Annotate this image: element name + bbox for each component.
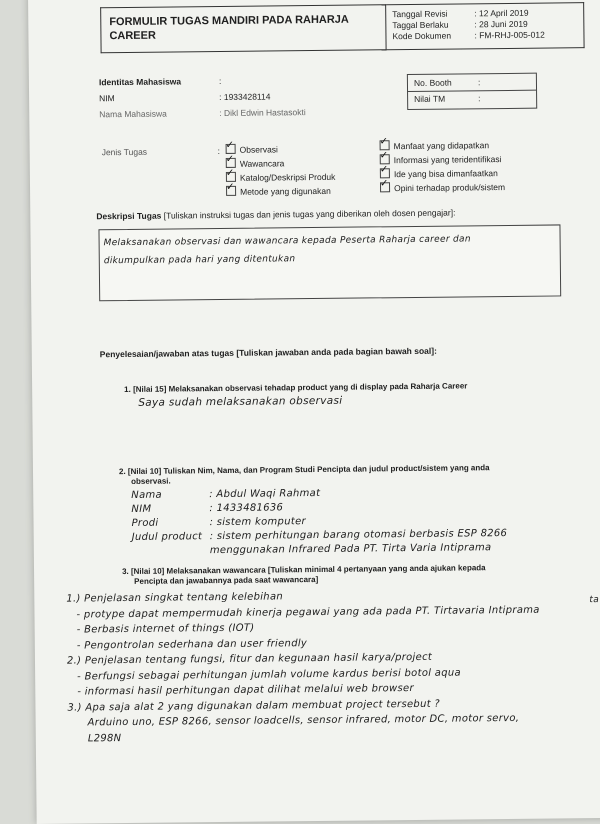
answer-3-line: 3.) Apa saja alat 2 yang digunakan dalam membuat project tersebut ?: [67, 698, 441, 714]
booth-label: No. Booth: [413, 77, 452, 88]
nama-label: Nama Mahasiswa: [99, 108, 167, 120]
answer-2-extra: menggunakan Infrared Pada PT. Tirta Varia Intiprama: [209, 542, 492, 557]
jenis-tugas-colon: :: [217, 145, 221, 157]
answer-3-line: - Pengontrolan sederhana dan user friendly: [76, 637, 308, 652]
checkbox-manfaat[interactable]: ✓Manfaat yang didapatkan: [380, 139, 505, 154]
identity-colon: :: [218, 75, 222, 87]
answer-2-row: Judul product : sistem perhitungan barang otomasi berbasis ESP 8266: [131, 528, 508, 543]
checkbox-icon[interactable]: [226, 172, 236, 182]
checkbox-informasi[interactable]: ✓Informasi yang teridentifikasi: [380, 153, 505, 168]
booth-divider: [408, 90, 536, 92]
answer-3-block: [66, 587, 541, 747]
checkbox-wawancara[interactable]: ✓Wawancara: [226, 157, 336, 172]
answer-3-line: Arduino uno, ESP 8266, sensor loadcells, sensor infrared, motor DC, motor servo,: [87, 712, 520, 729]
nama-value: : Dikl Edwin Hastasokti: [219, 107, 306, 119]
answer-2-row: Nama : Abdul Waqi Rahmat: [131, 487, 321, 501]
question-3-line-2: Pencipta dan jawabannya pada saat wawancara]: [134, 574, 319, 586]
meta-effective: Taggal Berlaku : 28 Juni 2019: [392, 18, 528, 31]
nilai-label: Nilai TM: [414, 93, 446, 104]
question-1: 1. [Nilai 15] Melaksanakan observasi tehadap product yang di display pada Raharja Career: [124, 381, 468, 395]
margin-note: ta: [589, 595, 600, 606]
nim-value: : 1933428114: [219, 91, 271, 103]
answer-2-table: [131, 485, 507, 559]
deskripsi-line-1: Melaksanakan observasi dan wawancara kepada Peserta Raharja career dan: [103, 234, 471, 249]
deskripsi-heading: Deskripsi Tugas [Tuliskan instruksi tugas dan jenis tugas yang diberikan oleh dosen pengajar]:: [96, 207, 456, 222]
nim-label: NIM: [99, 93, 115, 104]
checkbox-icon[interactable]: [380, 154, 390, 164]
answer-2-row: Prodi : sistem komputer: [131, 516, 306, 529]
deskripsi-line-2: dikumpulkan pada hari yang ditentukan: [103, 254, 296, 267]
answer-3-line: - informasi hasil perhitungan dapat dilihat melalui web browser: [77, 682, 414, 698]
identity-heading: Identitas Mahasiswa: [98, 76, 182, 88]
booth-box: [407, 73, 537, 110]
form-header: [100, 2, 584, 53]
answer-3-line: - Berbasis internet of things (IOT): [76, 622, 255, 636]
jenis-tugas-left-column: [226, 143, 336, 200]
answer-2-row: NIM : 1433481636: [131, 502, 284, 515]
meta-code: Kode Dokumen : FM-RHJ-005-012: [392, 29, 545, 42]
checkbox-metode[interactable]: ✓Metode yang digunakan: [226, 185, 336, 200]
checkbox-icon[interactable]: [226, 186, 236, 196]
checkbox-observasi[interactable]: ✓ Observasi: [226, 143, 336, 158]
form-title: FORMULIR TUGAS MANDIRI PADA RAHARJA CAREER: [101, 5, 386, 52]
booth-value: :: [477, 77, 481, 88]
checkbox-katalog[interactable]: ✓Katalog/Deskripsi Produk: [226, 171, 336, 186]
form-page: [28, 0, 600, 824]
answer-1: Saya sudah melaksanakan observasi: [138, 394, 343, 409]
meta-revision: Tanggal Revisi : 12 April 2019: [392, 7, 529, 20]
question-2-line-1: 2. [Nilai 10] Tuliskan Nim, Nama, dan Program Studi Pencipta dan judul product/sistem yang anda: [118, 463, 490, 477]
document-meta: [386, 3, 584, 50]
question-3-line-1: 3. [Nilai 10] Melaksanakan wawancara [Tuliskan minimal 4 pertanyaan yang anda ajukan kepada: [122, 563, 486, 577]
jenis-tugas-right-column: [380, 139, 506, 196]
answer-3-line: L298N: [87, 732, 122, 744]
checkbox-ide[interactable]: ✓Ide yang bisa dimanfaatkan: [380, 167, 505, 182]
deskripsi-box: [98, 224, 561, 301]
answer-3-line: - protype dapat mempermudah kinerja pegawai yang ada pada PT. Tirtavaria Intiprama: [76, 604, 540, 621]
answer-3-line: 1.) Penjelasan singkat tentang kelebihan: [66, 591, 284, 605]
question-2-line-2: observasi.: [131, 476, 171, 486]
checkbox-icon[interactable]: [380, 168, 390, 178]
answer-3-line: - Berfungsi sebagai perhitungan jumlah volume kardus berisi botol aqua: [77, 667, 461, 683]
checkbox-icon[interactable]: [226, 158, 236, 168]
answer-3-line: 2.) Penjelasan tentang fungsi, fitur dan kegunaan hasil karya/project: [66, 651, 433, 667]
jenis-tugas-label: Jenis Tugas: [101, 146, 148, 158]
checkbox-opini[interactable]: ✓Opini terhadap produk/sistem: [380, 181, 505, 196]
penyelesaian-heading: Penyelesaian/jawaban atas tugas [Tuliskan jawaban anda pada bagian bawah soal]:: [99, 345, 437, 360]
checkbox-icon[interactable]: [226, 144, 236, 154]
checkbox-icon[interactable]: [380, 182, 390, 192]
checkbox-icon[interactable]: [380, 140, 390, 150]
nilai-value: :: [478, 93, 481, 104]
